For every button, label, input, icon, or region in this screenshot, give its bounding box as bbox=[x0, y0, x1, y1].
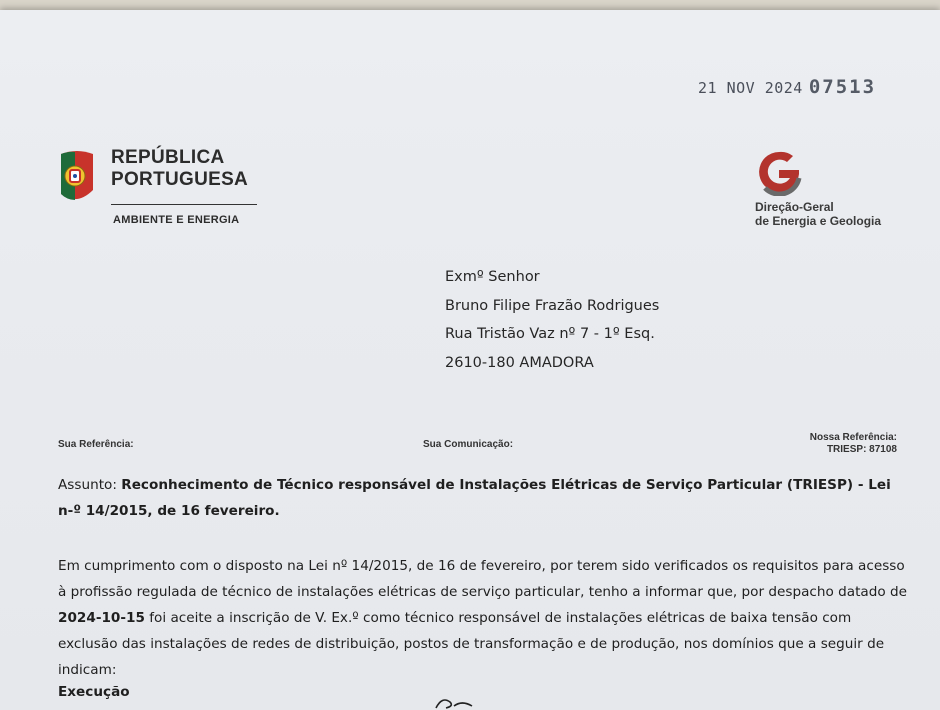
dgeg-name-line1: Direção-Geral bbox=[755, 200, 834, 214]
logo-subtitle: AMBIENTE E ENERGIA bbox=[113, 214, 240, 226]
subject-text: Reconhecimento de Técnico responsável de Instalações Elétricas de Serviço Particular (TRIESP) - Lei n-º 14/2015, de 16 fevereiro. bbox=[58, 477, 891, 519]
recipient-street: Rua Tristão Vaz nº 7 - 1º Esq. bbox=[445, 326, 655, 342]
subject-line bbox=[58, 472, 904, 524]
dgeg-name bbox=[755, 200, 915, 228]
dgeg-name-line2: de Energia e Geologia bbox=[755, 214, 882, 228]
recipient-city: 2610-180 AMADORA bbox=[445, 354, 594, 371]
recipient-address bbox=[445, 263, 659, 377]
sua-referencia-label: Sua Referência: bbox=[58, 439, 134, 450]
sua-comunicacao-label: Sua Comunicação: bbox=[423, 439, 514, 450]
letter-page bbox=[0, 10, 940, 710]
nossa-referencia bbox=[810, 432, 897, 456]
section-heading: Execução bbox=[58, 684, 130, 700]
logo-divider bbox=[111, 204, 257, 205]
stamp-number: 07513 bbox=[808, 76, 877, 98]
received-stamp bbox=[698, 76, 876, 98]
recipient-salutation: Exmº Senhor bbox=[445, 269, 540, 285]
body-date: 2024-10-15 bbox=[58, 610, 145, 626]
subject-label: Assunto: bbox=[58, 477, 117, 493]
stamp-date: 21 NOV 2024 bbox=[698, 79, 803, 97]
dgeg-mark-icon bbox=[755, 148, 803, 196]
signature-stroke-icon bbox=[432, 694, 492, 710]
nossa-referencia-value: TRIESP: 87108 bbox=[826, 444, 897, 455]
body-part2: foi aceite a inscrição de V. Ex.º como técnico responsável de instalações elétricas de baixa tensão com exclusão das instalações de redes de distribuição, postos de transformação e de produção, nos domínios que a seguir de indicam: bbox=[58, 610, 885, 678]
body-paragraph bbox=[58, 553, 910, 683]
portuguese-flag-icon bbox=[57, 150, 97, 202]
recipient-name: Bruno Filipe Frazão Rodrigues bbox=[445, 297, 660, 314]
nossa-referencia-label: Nossa Referência: bbox=[809, 432, 897, 443]
logo-title bbox=[111, 147, 311, 191]
body-part1: Em cumprimento com o disposto na Lei nº 14/2015, de 16 de fevereiro, por terem sido verificados os requisitos para acesso à profissão regulada de técnico de instalações elétricas de serviço particular, tenho a informar que, por despacho datado de bbox=[58, 558, 908, 600]
logo-title-line1: REPÚBLICA bbox=[111, 147, 225, 168]
logo-title-line2: PORTUGUESA bbox=[111, 169, 249, 190]
